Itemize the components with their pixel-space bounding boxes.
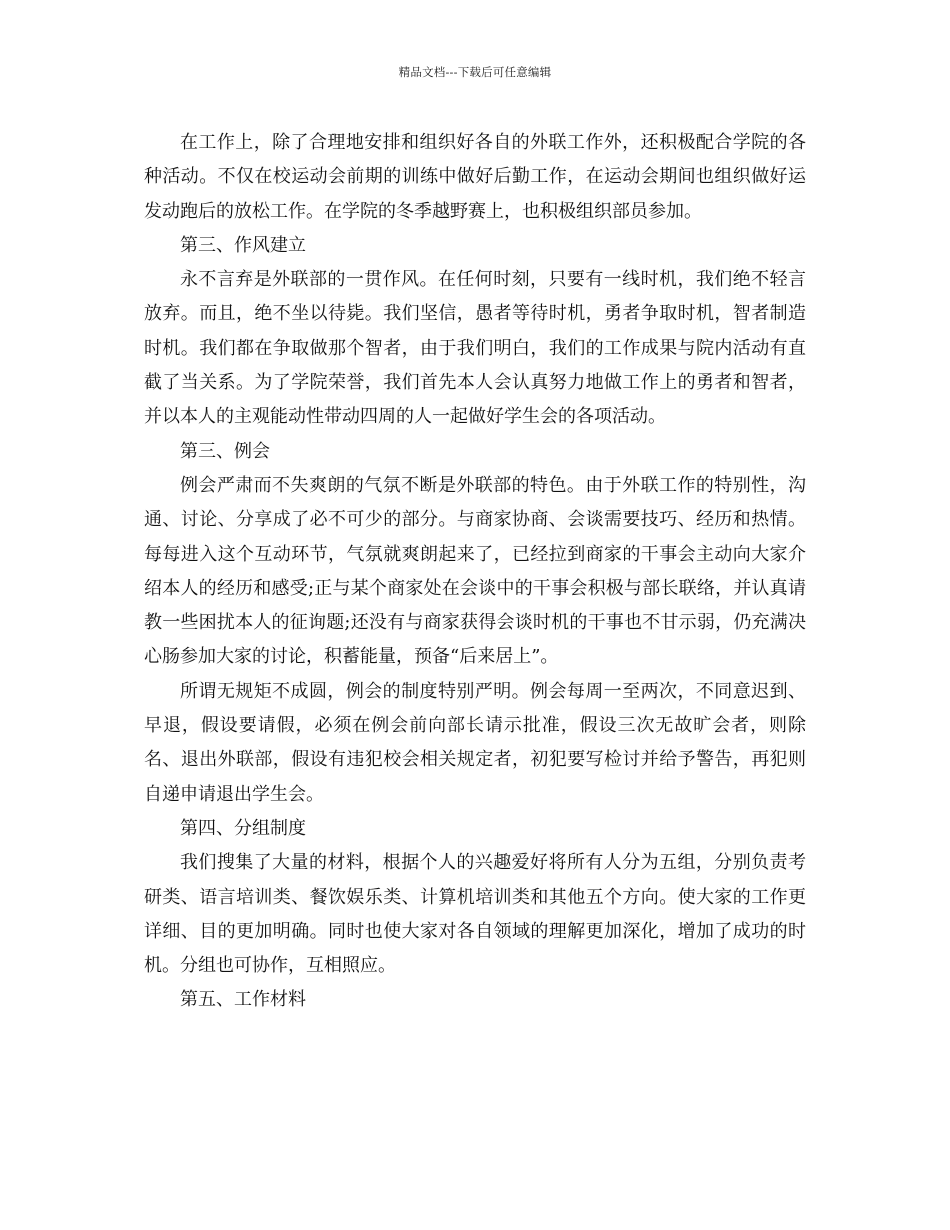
section-heading-groups: 第四、分组制度 (180, 817, 306, 839)
paragraph-meeting-rules: 所谓无规矩不成圆，例会的制度特别严明。例会每周一至两次，不同意迟到、早退，假设要请假，必须在例会前向部长请示批准，假设三次无故旷会者，则除名、退出外联部，假设有违犯校会相关规定者，初犯要写检讨并给予警告，再犯则自递申请退出学生会。 (144, 680, 806, 805)
paragraph-meeting-atmosphere: 例会严肃而不失爽朗的气氛不断是外联部的特色。由于外联工作的特别性，沟通、讨论、分享成了必不可少的部分。与商家协商、会谈需要技巧、经历和热情。每每进入这个互动环节，气氛就爽朗起来了，已经拉到商家的干事会主动向大家介绍本人的经历和感受;正与某个商家处在会谈中的干事会积极与部长联络，并认真请教一些困扰本人的征询题;还没有与商家获得会谈时机的干事也不甘示弱，仍充满决心肠参加大家的讨论，积蓄能量，预备“后来居上”。 (144, 474, 806, 668)
page-header: 精品文档---下载后可任意编辑 (398, 65, 552, 79)
section-heading-style: 第三、作风建立 (180, 234, 306, 256)
paragraph-style: 永不言弃是外联部的一贯作风。在任何时刻，只要有一线时机，我们绝不轻言放弃。而且，绝不坐以待毙。我们坚信，愚者等待时机，勇者争取时机，智者制造时机。我们都在争取做那个智者，由于我们明白，我们的工作成果与院内活动有直截了当关系。为了学院荣誉，我们首先本人会认真努力地做工作上的勇者和智者，并以本人的主观能动性带动四周的人一起做好学生会的各项活动。 (144, 269, 806, 428)
paragraph-work: 在工作上，除了合理地安排和组织好各自的外联工作外，还积极配合学院的各种活动。不仅在校运动会前期的训练中做好后勤工作，在运动会期间也组织做好运发动跑后的放松工作。在学院的冬季越野赛上，也积极组织部员参加。 (144, 132, 806, 222)
document-body (144, 126, 806, 1018)
section-heading-materials: 第五、工作材料 (180, 989, 306, 1011)
paragraph-groups: 我们搜集了大量的材料，根据个人的兴趣爱好将所有人分为五组，分别负责考研类、语言培训类、餐饮娱乐类、计算机培训类和其他五个方向。使大家的工作更详细、目的更加明确。同时也使大家对各自领域的理解更加深化，增加了成功的时机。分组也可协作，互相照应。 (144, 852, 806, 977)
section-heading-meeting: 第三、例会 (180, 440, 270, 462)
